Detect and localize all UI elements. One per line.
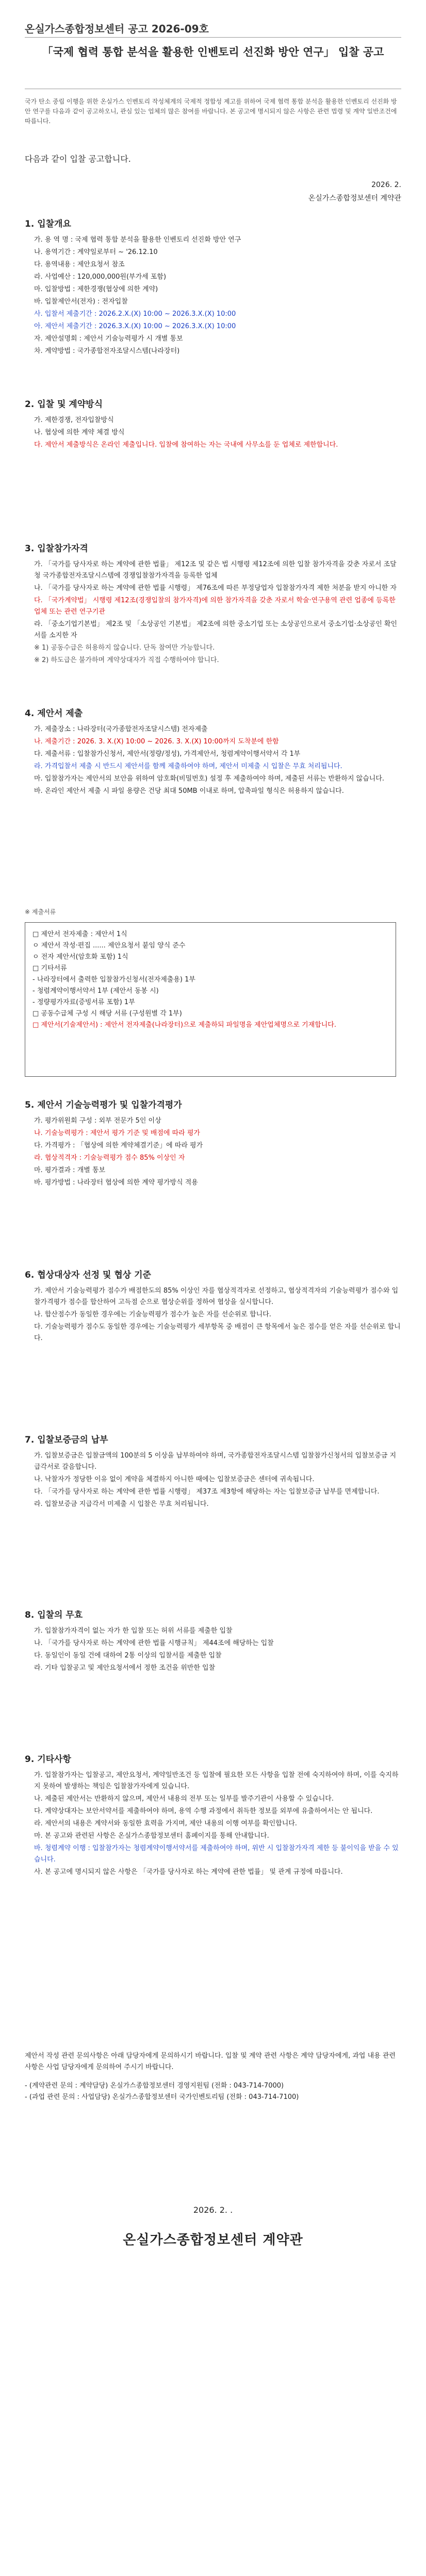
list-item: 다. 「국가를 당사자로 하는 계약에 관한 법률 시행령」 제37조 제3항에 해당하는 자는 입찰보증금 납부를 면제합니다. [34,1488,380,1496]
section-heading: 7. 입찰보증금의 납부 [25,1435,108,1445]
checklist-item: □ 제안서 전자제출 : 제안서 1식 [32,930,127,938]
closing-block [25,2050,401,2103]
list-item: 나. 제출된 제안서는 반환하지 않으며, 제안서 내용의 전부 또는 일부를 발주기관이 사용할 수 있습니다. [34,1795,334,1803]
list-item: 나. 제출기간 : 2026. 3. X.(X) 10:00 ~ 2026. 3. X.(X) 10:00까지 도착분에 한함 [34,738,279,745]
list-item: 나. 용역기간 : 계약일로부터 ~ '26.12.10 [34,248,158,256]
notice-number: 온실가스종합정보센터 공고 2026-09호 [25,23,209,35]
list-item: 나. 기술능력평가 : 제안서 평가 기준 및 배점에 따라 평가 [34,1129,200,1137]
section-heading: 3. 입찰참가자격 [25,544,88,554]
list-item: 가. 입찰보증금은 입찰금액의 100분의 5 이상을 납부하여야 하며, 국가종합전자조달시스템 입찰참가신청서의 입찰보증금 지급각서로 갈음합니다. [34,1452,397,1471]
list-item: 마. 본 공고와 관련된 사항은 온실가스종합정보센터 홈페이지를 통해 안내합니다. [34,1832,269,1840]
list-item: 다. 제출서류 : 입찰참가신청서, 제안서(정량/정성), 가격제안서, 청렴계약이행서약서 각 1부 [34,750,301,758]
list-item: 가. 용 역 명 : 국제 협력 통합 분석을 활용한 인벤토리 선진화 방안 연구 [34,236,241,244]
section-negotiation [25,1267,401,1345]
list-item: 다. 기술능력평가 점수도 동일한 경우에는 기술능력평가 세부항목 중 배점이 큰 항목에서 높은 점수를 얻은 자를 선순위로 합니다. [34,1323,401,1342]
list-item: 나. 「국가를 당사자로 하는 계약에 관한 법률 시행규칙」 제44조에 해당하는 입찰 [34,1639,274,1647]
submission-label: ※ 제출서류 [25,908,56,916]
notice-title: 「국제 협력 통합 분석을 활용한 인벤토리 선진화 방안 연구」 입찰 공고 [42,46,384,58]
list-item: 사. 입찰서 제출기간 : 2026.2.X.(X) 10:00 ~ 2026.3.X.(X) 10:00 [34,310,236,318]
list-item: ※ 1) 공동수급은 허용하지 않습니다. 단독 참여만 가능합니다. [34,644,215,652]
section-other [25,1752,401,1879]
list-item: 가. 제한경쟁, 전자입찰방식 [34,416,114,424]
section-heading: 6. 협상대상자 선정 및 협상 기준 [25,1270,151,1280]
checklist-item: - 청렴계약이행서약서 1부 (제안서 동봉 시) [32,987,159,995]
section-heading: 4. 제안서 제출 [25,708,83,719]
list-item: ※ 2) 하도급은 불가하며 계약상대자가 직접 수행하여야 합니다. [34,656,219,664]
closing-paragraph: 제안서 작성 관련 문의사항은 아래 담당자에게 문의하시기 바랍니다. 입찰 및 계약 관련 사항은 계약 담당자에게, 과업 내용 관련 사항은 사업 담당자에게 문의하여 주시기 바랍니다. [25,2052,396,2071]
checklist-item: - 정량평가자료(증빙서류 포함) 1부 [32,998,135,1006]
list-item: 라. 가격입찰서 제출 시 반드시 제안서를 함께 제출하여야 하며, 제안서 미제출 시 입찰은 무효 처리됩니다. [34,762,342,770]
notice-title-block [25,44,401,60]
footer-date: 2026. 2. . [193,2205,233,2215]
list-item: 나. 협상에 의한 계약 체결 방식 [34,429,125,436]
list-item: 아. 제안서 제출기간 : 2026.3.X.(X) 10:00 ~ 2026.3.X.(X) 10:00 [34,323,236,330]
list-item: 가. 제안서 기술능력평가 점수가 배점한도의 85% 이상인 자를 협상적격자로 선정하고, 협상적격자의 기술능력평가 점수와 입찰가격평가 점수를 합산하여 고득점 순으로 협상순위를 정하여 협상을 실시합니다. [34,1287,399,1306]
footer-organization: 온실가스종합정보센터 계약관 [123,2232,303,2248]
list-item: 라. 「중소기업기본법」 제2조 및 「소상공인 기본법」 제2조에 의한 중소기업 또는 소상공인으로서 중소기업·소상공인 확인서를 소지한 자 [34,620,398,639]
list-item: 나. 낙찰자가 정당한 이유 없이 계약을 체결하지 아니한 때에는 입찰보증금은 센터에 귀속됩니다. [34,1476,315,1483]
checklist-item: ㅇ 제안서 작성·편집 ...... 제안요청서 붙임 양식 준수 [32,942,186,950]
section-evaluation [25,1097,401,1190]
list-item: 가. 「국가를 당사자로 하는 계약에 관한 법률」 제12조 및 같은 법 시행령 제12조에 의한 입찰 참가자격을 갖춘 자로서 조달청 국가종합전자조달시스템에 경쟁입찰참가자격을 등록한 업체 [34,561,397,580]
section-heading: 1. 입찰개요 [25,219,71,229]
list-item: 다. 계약상대자는 보안서약서를 제출하여야 하며, 용역 수행 과정에서 취득한 정보를 외부에 유출하여서는 안 됩니다. [34,1807,373,1815]
lead-text: 다음과 같이 입찰 공고합니다. [25,154,131,164]
section-eligibility [25,541,401,667]
list-item: 라. 기타 입찰공고 및 제안요청서에서 정한 조건을 위반한 입찰 [34,1664,216,1672]
list-item: 가. 평가위원회 구성 : 외부 전문가 5인 이상 [34,1117,161,1125]
contact-contract: - (계약관련 문의 : 계약담당) 온실가스종합정보센터 경영지원팀 (전화 : 043-714-7000) [25,2082,284,2090]
list-item: 다. 동일인이 동일 건에 대하여 2통 이상의 입찰서를 제출한 입찰 [34,1652,222,1659]
section-heading: 2. 입찰 및 계약방식 [25,399,103,410]
section-proposal-submission [25,706,401,798]
notice-date: 2026. 2. [371,181,401,189]
list-item: 라. 입찰보증금 지급각서 미제출 시 입찰은 무효 처리됩니다. [34,1500,209,1508]
checklist-item: □ 공동수급체 구성 시 해당 서류 (구성원별 각 1부) [32,1010,182,1018]
notice-signer: 온실가스종합정보센터 계약관 [308,194,401,202]
list-item: 바. 온라인 제안서 제출 시 파일 용량은 건당 최대 50MB 이내로 하며, 압축파일 형식은 허용하지 않습니다. [34,787,344,795]
section-invalid-bids [25,1607,401,1675]
submission-checklist-box [25,922,396,1077]
list-item: 라. 제안서의 내용은 계약서와 동일한 효력을 가지며, 제안 내용의 이행 여부를 확인합니다. [34,1820,297,1827]
list-item: 나. 합산점수가 동일한 경우에는 기술능력평가 점수가 높은 자를 선순위로 합니다. [34,1311,271,1318]
checklist-item: □ 기타서류 [32,964,67,972]
section-bid-method [25,397,401,452]
list-item: 가. 입찰참가자는 입찰공고, 제안요청서, 계약일반조건 등 입찰에 필요한 모든 사항을 입찰 전에 숙지하여야 하며, 이를 숙지하지 못하여 발생하는 책임은 입찰참가자에게 있습니다. [34,1771,399,1790]
date-signature [308,178,401,205]
section-heading: 9. 기타사항 [25,1754,71,1765]
list-item: 가. 입찰참가자격이 없는 자가 한 입찰 또는 허위 서류를 제출한 입찰 [34,1627,233,1635]
list-item: 라. 협상적격자 : 기술능력평가 점수 85% 이상인 자 [34,1154,185,1162]
section-heading: 8. 입찰의 무효 [25,1610,83,1620]
list-item: 차. 계약방법 : 국가종합전자조달시스템(나라장터) [34,347,180,355]
list-item: 다. 용역내용 : 제안요청서 참조 [34,261,125,268]
checklist-item: □ 제안서(기술제안서) : 제안서 전자제출(나라장터)으로 제출하되 파일명을 제안업체명으로 기재합니다. [32,1021,337,1029]
list-item: 마. 입찰참가자는 제안서의 보안을 위하여 암호화(비밀번호) 설정 후 제출하여야 하며, 제출된 서류는 반환하지 않습니다. [34,775,385,783]
notice-footer [0,2205,426,2248]
list-item: 바. 평가방법 : 나라장터 협상에 의한 계약 평가방식 적용 [34,1179,198,1187]
list-item: 마. 입찰방법 : 제한경쟁(협상에 의한 계약) [34,285,158,293]
contact-project: - (과업 관련 문의 : 사업담당) 온실가스종합정보센터 국가인벤토리팀 (전화 : 043-714-7100) [25,2093,299,2101]
section-bid-bond [25,1432,401,1511]
list-item: 다. 가격평가 : 「협상에 의한 계약체결기준」에 따라 평가 [34,1142,203,1149]
list-item: 다. 제안서 제출방식은 온라인 제출입니다. 입찰에 참여하는 자는 국내에 사무소를 둔 업체로 제한합니다. [34,441,338,449]
list-item: 나. 「국가를 당사자로 하는 계약에 관한 법률 시행령」 제76조에 따른 부정당업자 입찰참가자격 제한 처분을 받지 아니한 자 [34,584,397,592]
intro-paragraph: 국가 탄소 중립 이행을 위한 온실가스 인벤토리 작성체계의 국제적 정합성 제고를 위하여 국제 협력 통합 분석을 활용한 인벤토리 선진화 방안 연구를 다음과 같이 공고하오니, 관심 있는 업체의 많은 참여를 바랍니다. 본 공고에 명시되지 않은 사항은 관련 법령 및 계약 일반조건에 따릅니다. [25,98,397,125]
divider [25,37,401,38]
section-overview [25,216,401,358]
list-item: 바. 청렴계약 이행 : 입찰참가자는 청렴계약이행서약서를 제출하여야 하며, 위반 시 입찰참가자격 제한 등 불이익을 받을 수 있습니다. [34,1844,399,1863]
list-item: 바. 입찰제안서(전자) : 전자입찰 [34,298,128,306]
list-item: 가. 제출장소 : 나라장터(국가종합전자조달시스템) 전자제출 [34,725,208,733]
list-item: 사. 본 공고에 명시되지 않은 사항은 「국가를 당사자로 하는 계약에 관한 법률」 및 관계 규정에 따릅니다. [34,1868,343,1876]
list-item: 라. 사업예산 : 120,000,000원(부가세 포함) [34,273,167,281]
list-item: 다. 「국가계약법」 시행령 제12조(경쟁입찰의 참가자격)에 의한 참가자격을 갖춘 자로서 학술·연구용역 관련 업종에 등록한 업체 또는 관련 연구기관 [34,597,396,616]
checklist-item: ㅇ 전자 제안서(암호화 포함) 1식 [32,953,128,961]
list-item: 자. 제안설명회 : 제안서 기술능력평가 시 개별 통보 [34,335,183,343]
list-item: 마. 평가결과 : 개별 통보 [34,1166,106,1174]
section-heading: 5. 제안서 기술능력평가 및 입찰가격평가 [25,1100,182,1110]
checklist-item: - 나라장터에서 출력한 입찰참가신청서(전자제출용) 1부 [32,976,195,984]
